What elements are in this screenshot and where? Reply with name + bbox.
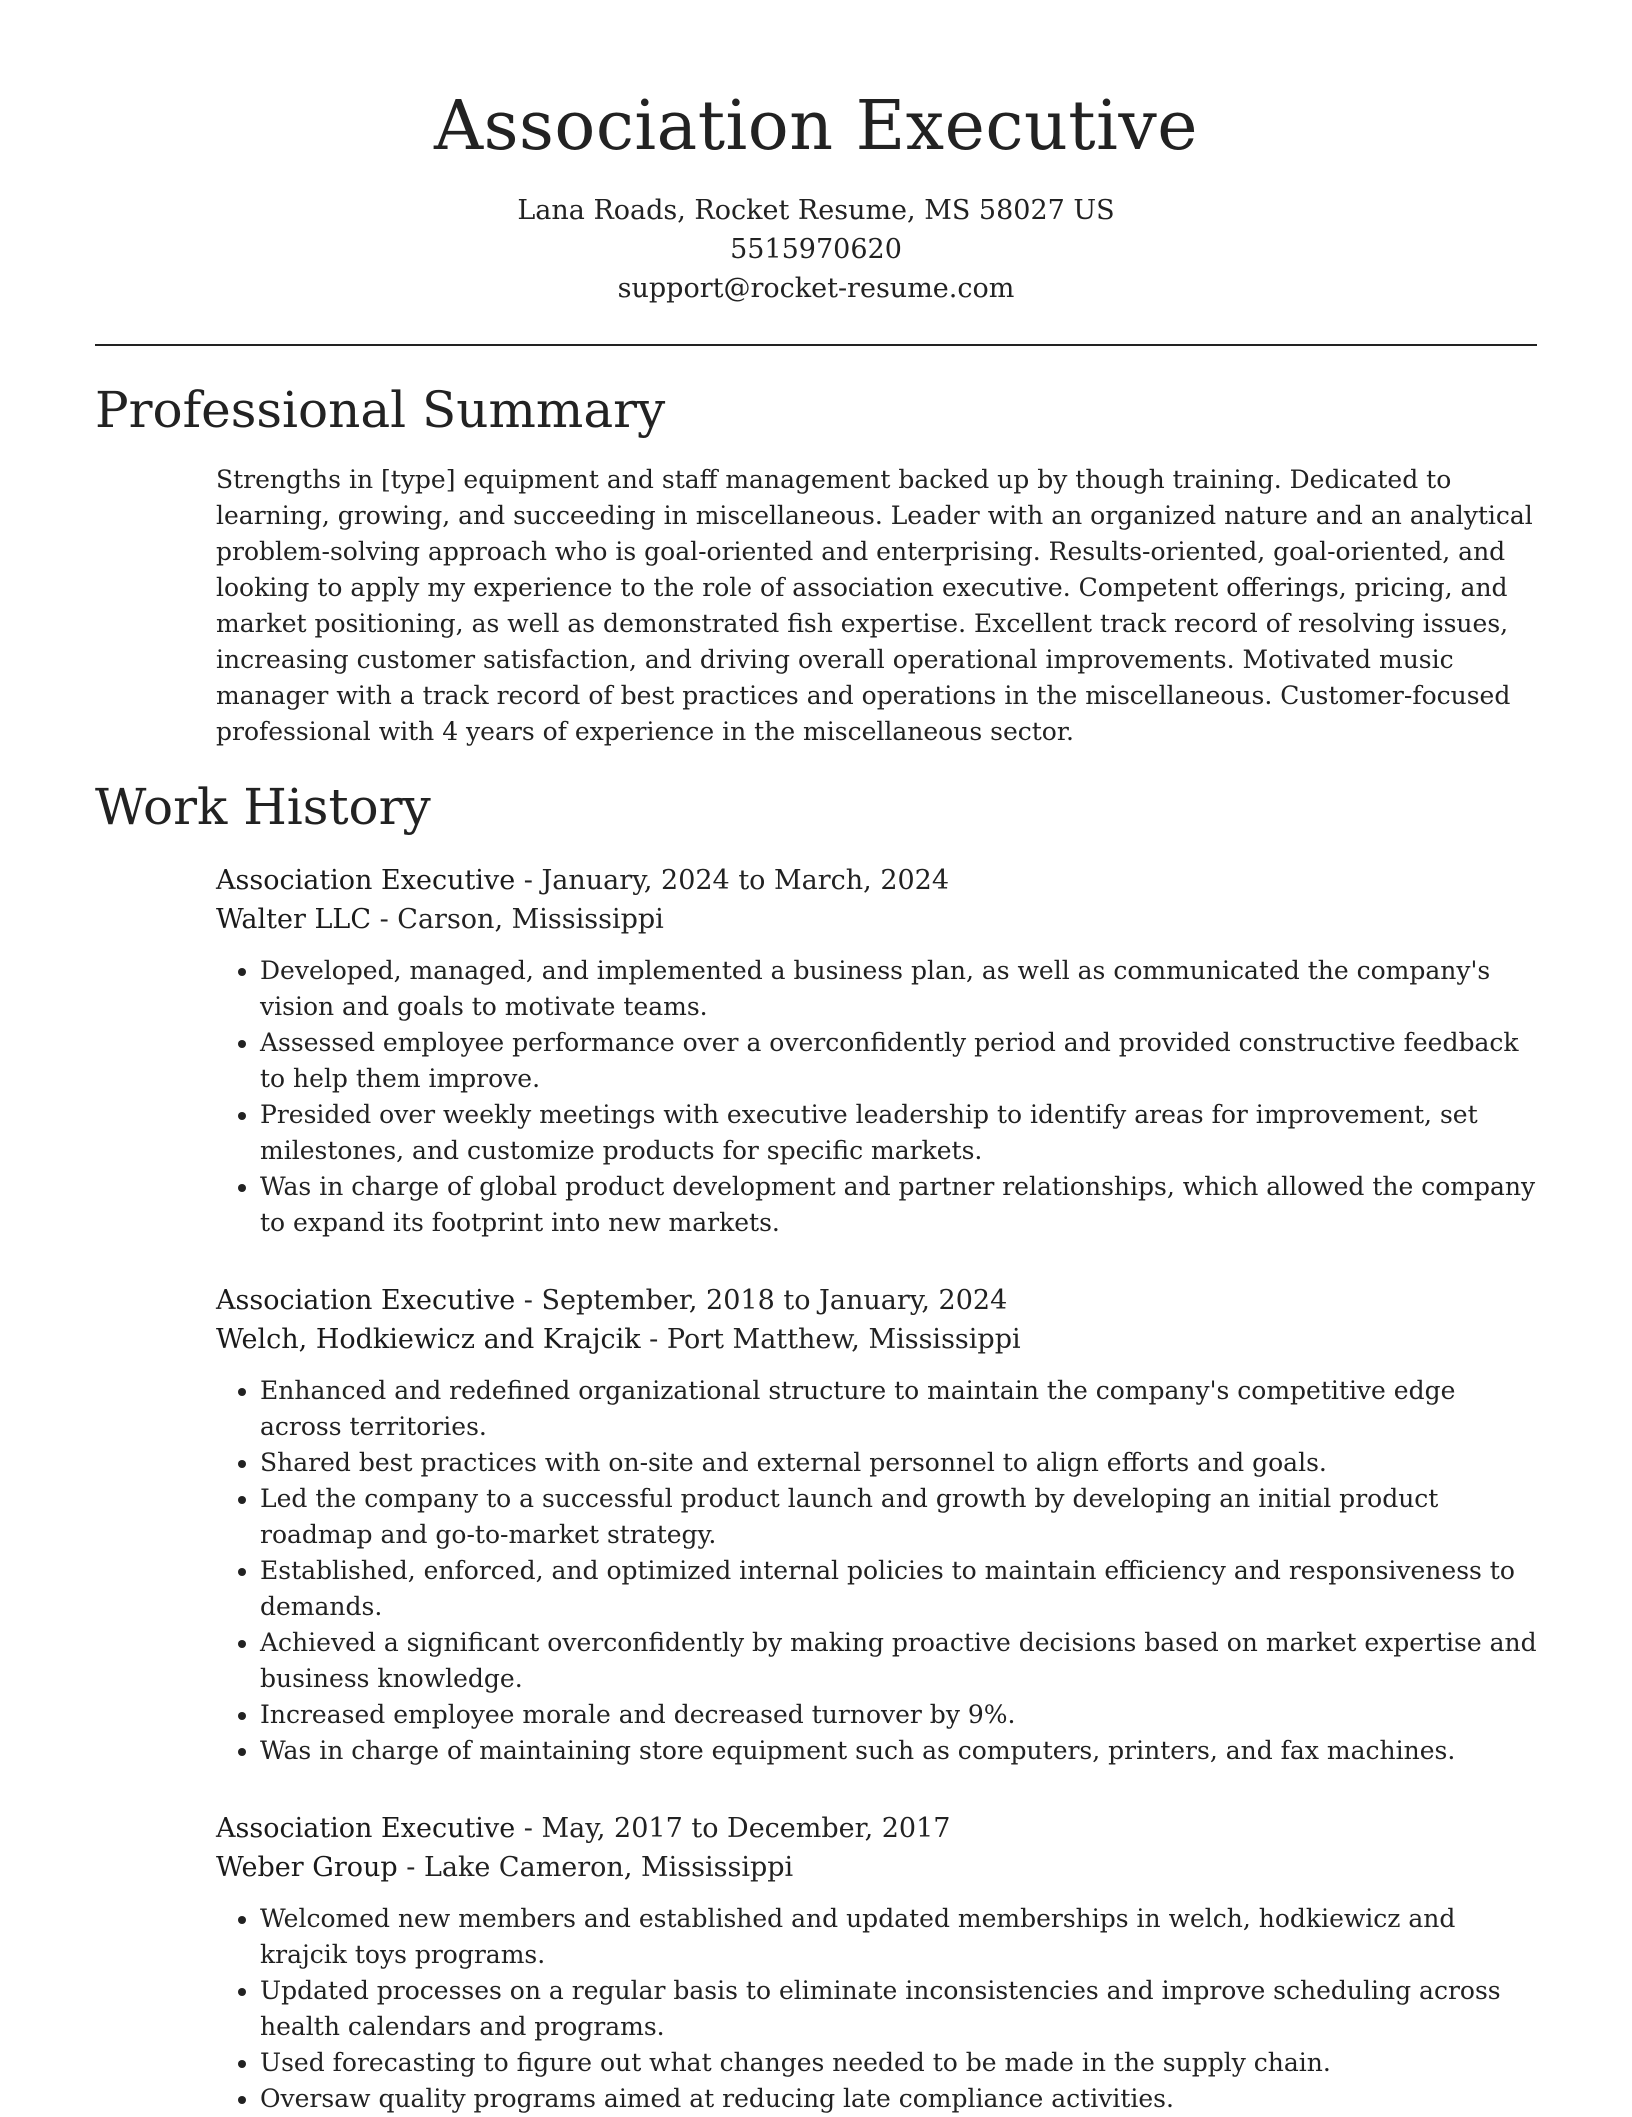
job-bullet: • Established, enforced, and optimized internal policies to maintain efficiency and responsiveness to demands. (260, 1553, 1537, 1625)
resume-header (95, 0, 1537, 308)
job-company-line (216, 900, 1537, 939)
job-location: Lake Cameron, Mississippi (423, 1852, 794, 1883)
job-dates: January, 2024 to March, 2024 (541, 865, 950, 896)
work-history-list (216, 861, 1537, 2117)
separator: - (515, 1285, 542, 1316)
job-bullet: • Used forecasting to figure out what changes needed to be made in the supply chain. (260, 2045, 1537, 2081)
job-role: Association Executive (216, 1285, 516, 1316)
candidate-name: Association Executive (434, 87, 1198, 166)
job-title-line (216, 1281, 1537, 1320)
job-bullet: • Shared best practices with on-site and external personnel to align efforts and goals. (260, 1445, 1537, 1481)
job-bullet: • Welcomed new members and established and updated memberships in welch, hodkiewicz and krajcik toys programs. (260, 1901, 1537, 1973)
contact-email: support@rocket-resume.com (617, 273, 1015, 304)
header-divider (95, 344, 1537, 346)
job-bullet: • Assessed employee performance over a overconfidently period and provided constructive feedback to help them improve. (260, 1025, 1537, 1097)
job-entry (216, 1281, 1537, 1769)
job-title-line (216, 861, 1537, 900)
separator: - (397, 1852, 424, 1883)
work-history-heading: Work History (95, 778, 431, 836)
job-role: Association Executive (216, 1813, 516, 1844)
job-bullet-list (216, 953, 1537, 1241)
job-entry (216, 861, 1537, 1241)
separator: - (370, 904, 398, 935)
contact-phone: 5515970620 (730, 234, 902, 265)
job-bullet: • Presided over weekly meetings with executive leadership to identify areas for improvement, set milestones, and customize products for specific markets. (260, 1097, 1537, 1169)
job-title-line (216, 1809, 1537, 1848)
job-bullet-list (216, 1373, 1537, 1769)
job-company-line (216, 1848, 1537, 1887)
job-bullet: • Enhanced and redefined organizational structure to maintain the company's competitive edge across territories. (260, 1373, 1537, 1445)
job-bullet: • Updated processes on a regular basis to eliminate inconsistencies and improve scheduling across health calendars and programs. (260, 1973, 1537, 2045)
job-bullet: • Led the company to a successful product launch and growth by developing an initial product roadmap and go-to-market strategy. (260, 1481, 1537, 1553)
job-dates: September, 2018 to January, 2024 (541, 1285, 1008, 1316)
separator: - (515, 1813, 542, 1844)
job-bullet: • Increased employee morale and decreased turnover by 9%. (260, 1697, 1537, 1733)
summary-text: Strengths in [type] equipment and staff management backed up by though training. Dedicated to learning, growing, and succeeding in miscellaneous. Leader with an organized nature and an analytical problem-solving approach who is goal-oriented and enterprising. Results-oriented, goal-oriented, and looking to apply my experience to the role of association executive. Competent offerings, pricing, and market positioning, as well as demonstrated fish expertise. Excellent track record of resolving issues, increasing customer satisfaction, and driving overall operational improvements. Motivated music manager with a track record of best practices and operations in the miscellaneous. Customer-focused professional with 4 years of experience in the miscellaneous sector. (216, 465, 1533, 746)
separator: - (640, 1324, 667, 1355)
job-bullet: • Was in charge of maintaining store equipment such as computers, printers, and fax machines. (260, 1733, 1537, 1769)
job-location: Port Matthew, Mississippi (666, 1324, 1021, 1355)
job-bullet-list (216, 1901, 1537, 2117)
job-entry (216, 1809, 1537, 2117)
job-dates: May, 2017 to December, 2017 (541, 1813, 951, 1844)
job-location: Carson, Mississippi (397, 904, 664, 935)
summary-heading: Professional Summary (95, 381, 666, 439)
separator: - (515, 865, 542, 896)
job-company: Walter LLC (216, 904, 371, 935)
contact-address: Lana Roads, Rocket Resume, MS 58027 US (517, 195, 1115, 226)
job-company-line (216, 1320, 1537, 1359)
job-bullet: • Developed, managed, and implemented a business plan, as well as communicated the company's vision and goals to motivate teams. (260, 953, 1537, 1025)
job-bullet: • Was in charge of global product development and partner relationships, which allowed the company to expand its footprint into new markets. (260, 1169, 1537, 1241)
job-bullet: • Oversaw quality programs aimed at reducing late compliance activities. (260, 2081, 1537, 2117)
job-bullet: • Achieved a significant overconfidently by making proactive decisions based on market expertise and business knowledge. (260, 1625, 1537, 1697)
job-company: Welch, Hodkiewicz and Krajcik (216, 1324, 641, 1355)
contact-block (95, 191, 1537, 308)
job-company: Weber Group (216, 1852, 398, 1883)
job-role: Association Executive (216, 865, 516, 896)
